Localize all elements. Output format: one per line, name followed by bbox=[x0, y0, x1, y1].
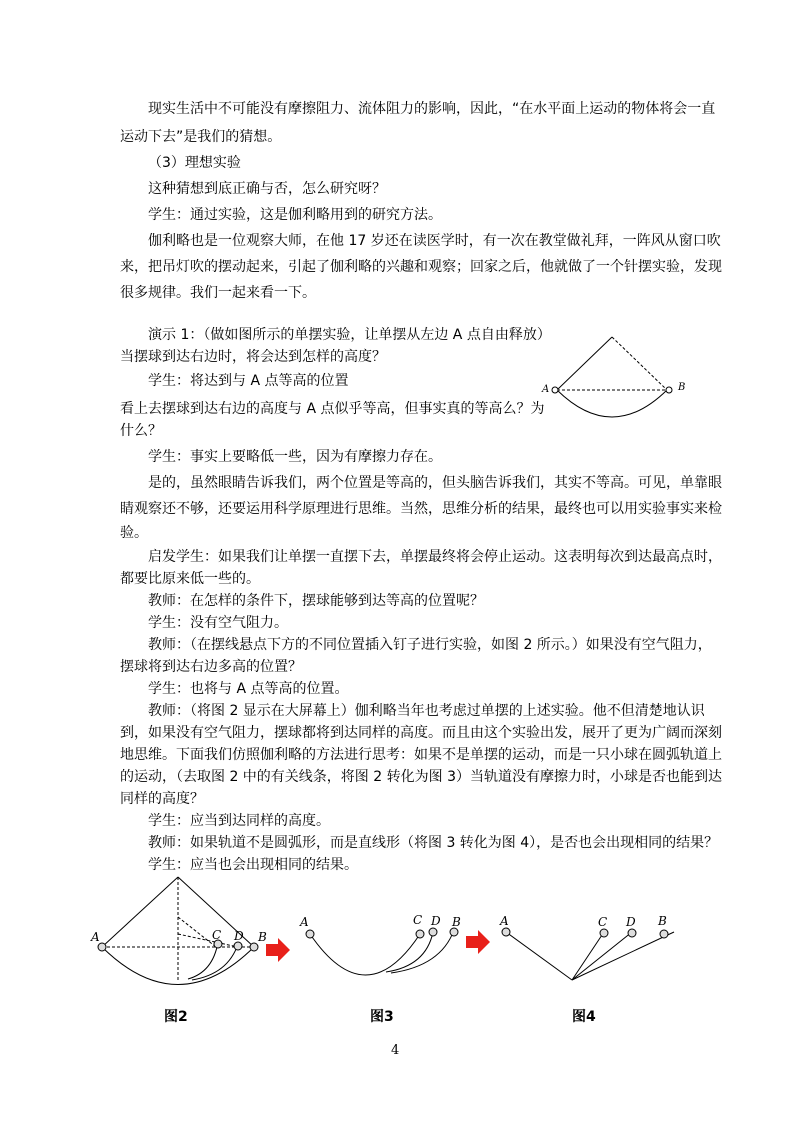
page-number: 4 bbox=[391, 1043, 400, 1058]
figure-2-caption: 图2 bbox=[164, 1009, 188, 1025]
text-line: 摆球将到达右边多高的位置？ bbox=[120, 659, 302, 675]
figure-3-caption: 图3 bbox=[370, 1009, 394, 1025]
fig3-label-a: A bbox=[300, 915, 309, 929]
text-line: 睛观察还不够，还要运用科学原理进行思维。当然，思维分析的结果，最终也可以用实验事实来检 bbox=[120, 501, 722, 517]
text-line: 什么？ bbox=[120, 423, 162, 439]
fig3-label-c: C bbox=[413, 913, 423, 927]
text-line: 看上去摆球到达右边的高度与 A 点似乎等高，但事实真的等高么？为 bbox=[120, 401, 545, 417]
figure-4-incline-track bbox=[494, 906, 684, 986]
text-line: 教师：在怎样的条件下，摆球能够到达等高的位置呢？ bbox=[148, 593, 484, 609]
fig4-label-d: D bbox=[626, 915, 636, 929]
right-arrow-icon bbox=[266, 938, 290, 962]
text-line: 来，把吊灯吹的摆动起来，引起了伽利略的兴趣和观察；回家之后，他就做了一个针摆实验，发现 bbox=[120, 259, 722, 275]
text-line: 学生：也将与 A 点等高的位置。 bbox=[148, 681, 349, 697]
text-line: 当摆球到达右边时，将会达到怎样的高度？ bbox=[120, 349, 386, 365]
text-line: 学生：事实上要略低一些，因为有摩擦力存在。 bbox=[148, 449, 442, 465]
fig4-label-b: B bbox=[658, 914, 667, 928]
figure-4-caption: 图4 bbox=[572, 1009, 596, 1025]
fig2-label-a: A bbox=[91, 930, 100, 944]
label-a: A bbox=[542, 384, 550, 395]
text-line: 验。 bbox=[120, 525, 148, 541]
text-line: 地思维。下面我们仿照伽利略的方法进行思考：如果不是单摆的运动，而是一只小球在圆弧轨道上 bbox=[120, 747, 722, 763]
figure-2-pendulum-nails bbox=[88, 872, 288, 992]
text-line: 学生：应当到达同样的高度。 bbox=[148, 813, 330, 829]
text-line: 现实生活中不可能没有摩擦阻力、流体阻力的影响，因此，“在水平面上运动的物体将会一直 bbox=[148, 101, 716, 117]
figure-3-arc-track bbox=[296, 906, 466, 986]
fig3-label-d: D bbox=[431, 914, 441, 928]
text-line: 启发学生：如果我们让单摆一直摆下去，单摆最终将会停止运动。这表明每次到达最高点时， bbox=[148, 549, 722, 565]
text-line: 学生：将达到与 A 点等高的位置 bbox=[148, 373, 349, 389]
label-b: B bbox=[678, 382, 686, 393]
text-line: 的运动，（去取图 2 中的有关线条，将图 2 转化为图 3）当轨道没有摩擦力时，小球是否也能到达 bbox=[120, 769, 722, 785]
fig2-label-c: C bbox=[212, 928, 222, 942]
text-line: 运动下去”是我们的猜想。 bbox=[120, 129, 282, 145]
text-line: 都要比原来低一些的。 bbox=[120, 571, 260, 587]
text-line: 伽利略也是一位观察大师，在他 17 岁还在读医学时，有一次在教堂做礼拜，一阵风从窗口吹 bbox=[148, 233, 721, 249]
section-heading: （3）理想实验 bbox=[148, 155, 241, 171]
text-line: 这种猜想到底正确与否，怎么研究呀？ bbox=[148, 181, 386, 197]
fig2-label-d: D bbox=[234, 929, 244, 943]
text-line: 是的，虽然眼睛告诉我们，两个位置是等高的，但头脑告诉我们，其实不等高。可见，单靠眼 bbox=[148, 475, 722, 491]
text-line: 教师：（在摆线悬点下方的不同位置插入钉子进行实验，如图 2 所示。）如果没有空气阻力， bbox=[148, 637, 712, 653]
fig2-label-b: B bbox=[258, 930, 267, 944]
text-line: 同样的高度？ bbox=[120, 791, 204, 807]
fig3-label-b: B bbox=[452, 915, 461, 929]
text-line: 很多规律。我们一起来看一下。 bbox=[120, 285, 316, 301]
text-line: 到，如果没有空气阻力，摆球都将到达同样的高度。而且由这个实验出发，展开了更为广阔而深刻 bbox=[120, 725, 722, 741]
text-line: 教师：（将图 2 显示在大屏幕上）伽利略当年也考虑过单摆的上述实验。他不但清楚地认识 bbox=[148, 703, 705, 719]
text-line: 学生：通过实验，这是伽利略用到的研究方法。 bbox=[148, 207, 442, 223]
fig4-label-c: C bbox=[598, 915, 608, 929]
fig4-label-a: A bbox=[500, 914, 509, 928]
text-line: 学生：没有空气阻力。 bbox=[148, 615, 288, 631]
pendulum-diagram bbox=[540, 332, 690, 422]
right-arrow-icon bbox=[466, 930, 490, 954]
text-line: 演示 1：（做如图所示的单摆实验，让单摆从左边 A 点自由释放） bbox=[148, 327, 551, 343]
text-line: 教师：如果轨道不是圆弧形，而是直线形（将图 3 转化为图 4），是否也会出现相同的结果？ bbox=[148, 835, 719, 851]
text-line: 学生：应当也会出现相同的结果。 bbox=[148, 857, 358, 873]
